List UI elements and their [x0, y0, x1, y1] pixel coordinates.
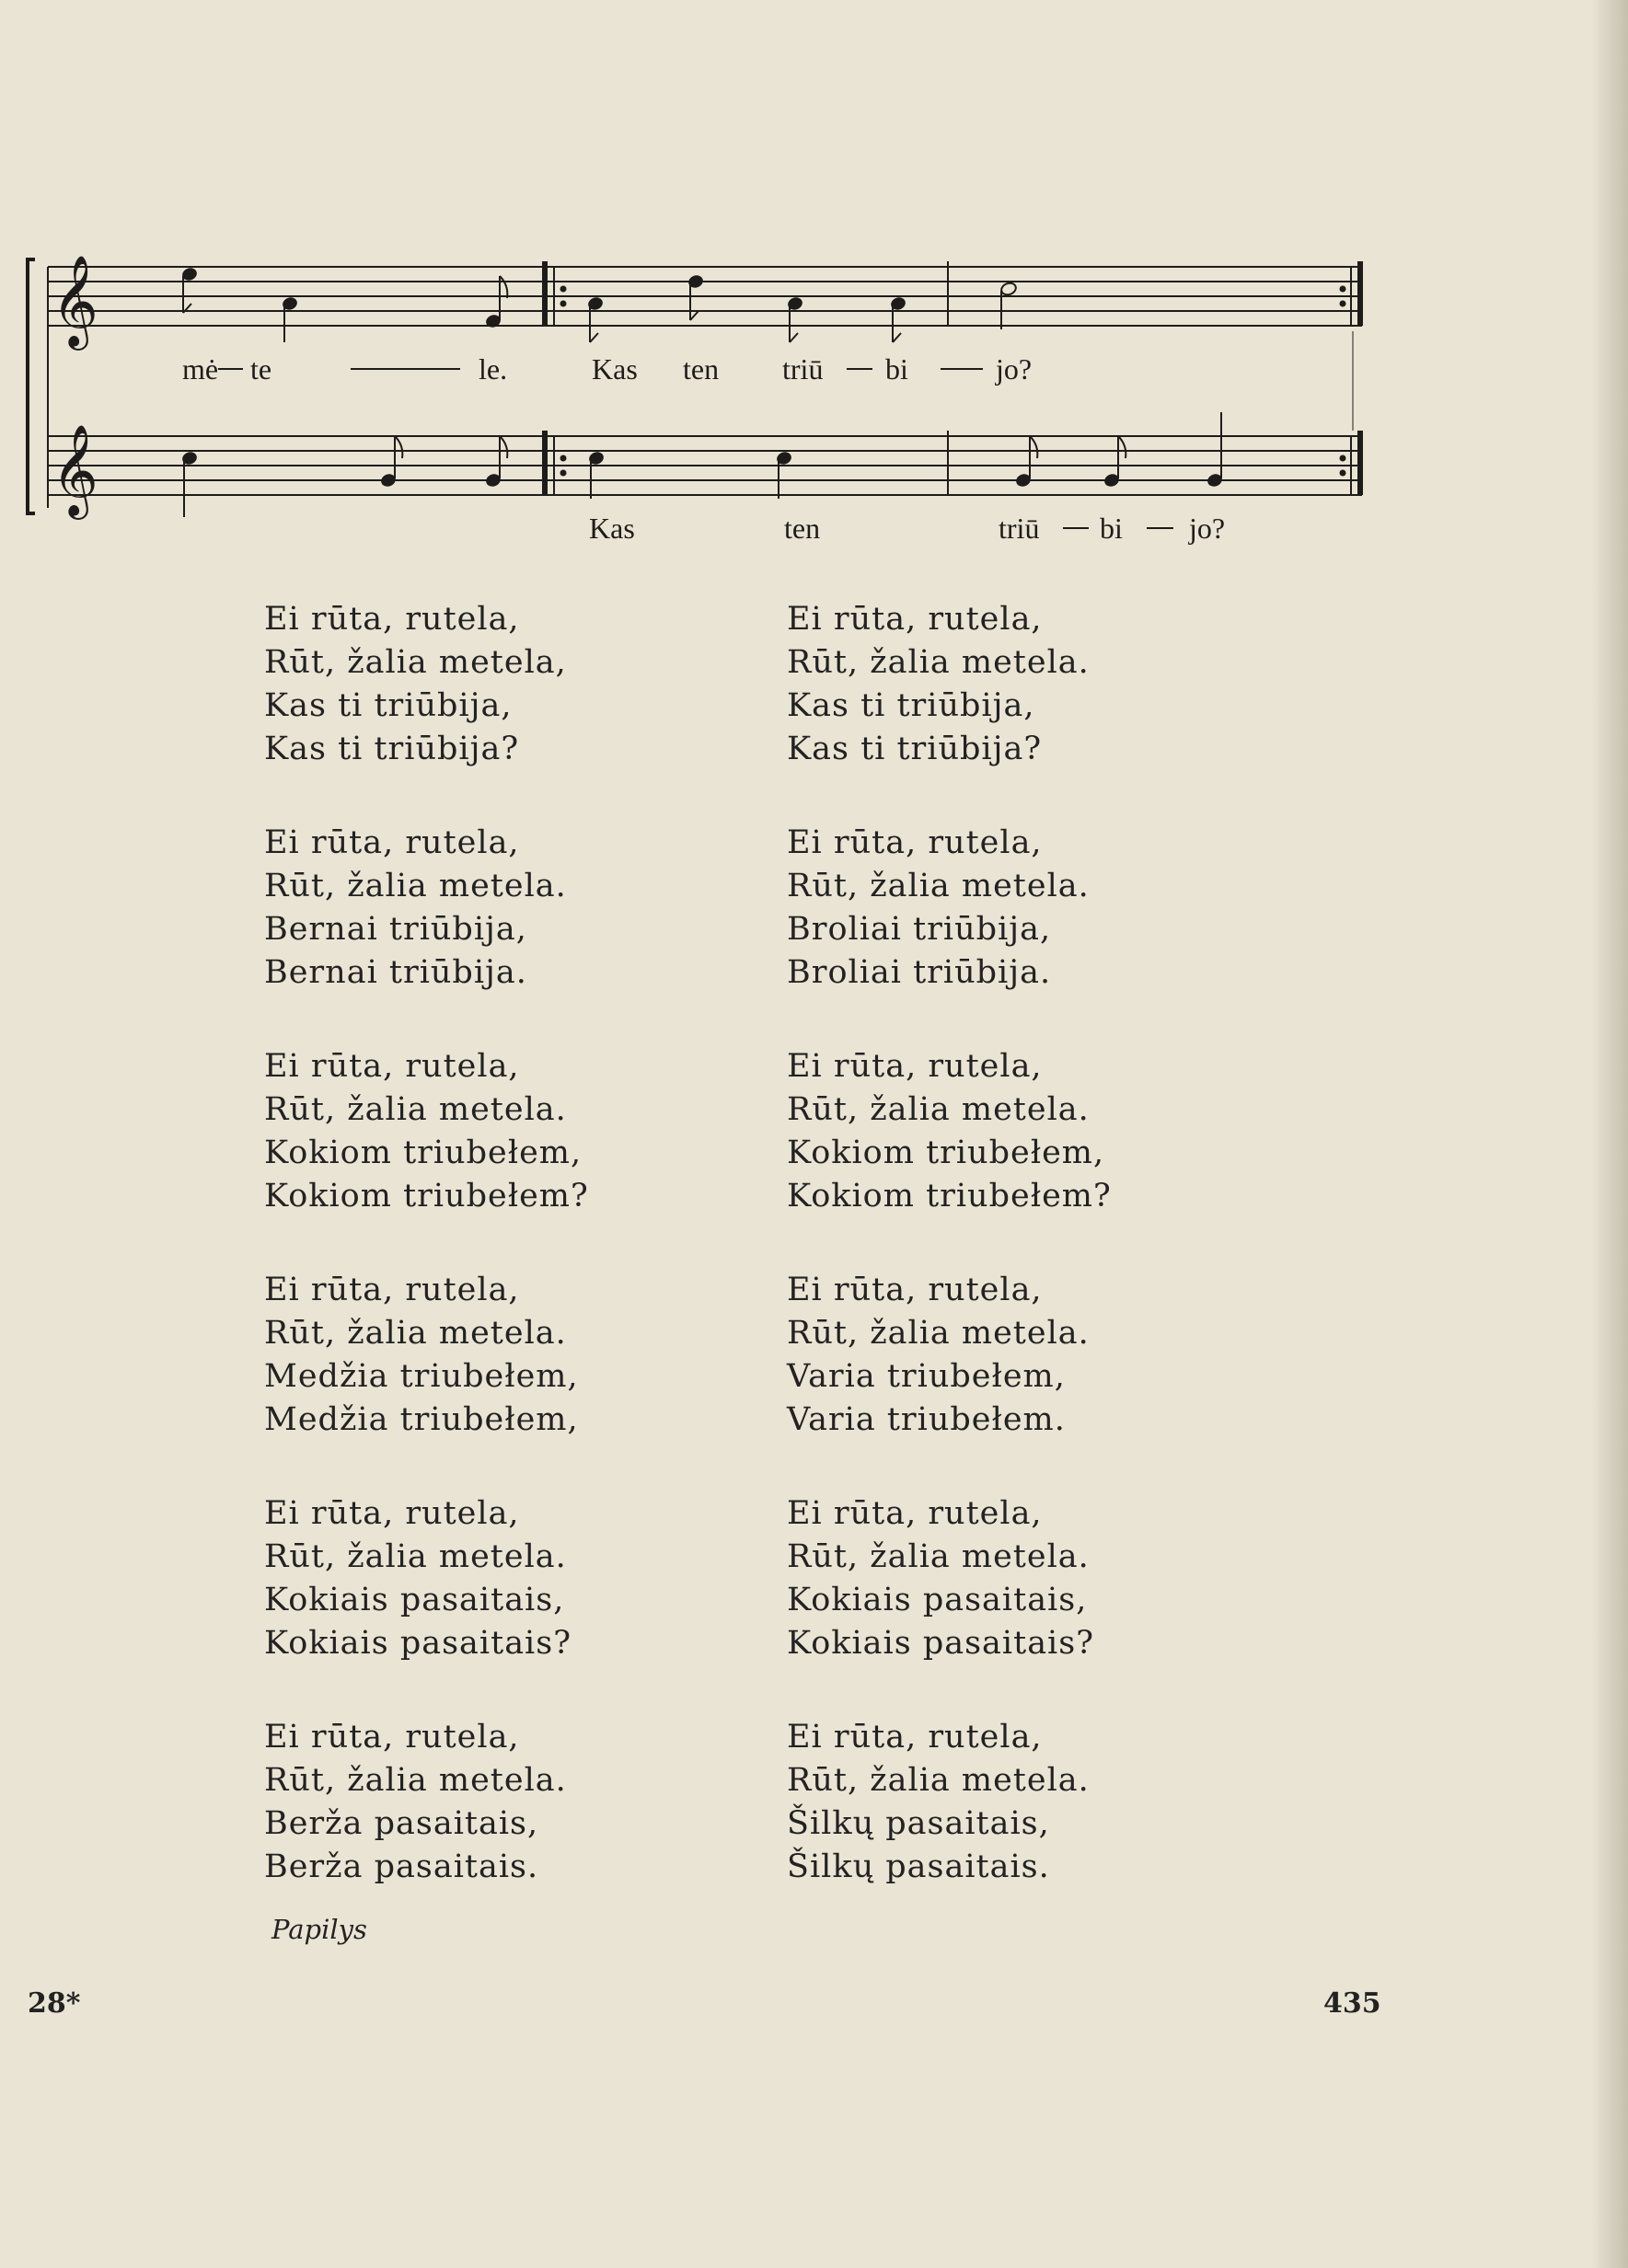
- verse-line: Rūt, žalia metela.: [264, 868, 567, 904]
- verse-line: Varia triubełem,: [787, 1358, 1066, 1395]
- stanza-left-5: [264, 1492, 572, 1665]
- music-score: [0, 0, 1628, 570]
- stanza-right-4: [787, 1269, 1090, 1442]
- verse-line: Kokiom triubełem?: [787, 1178, 1112, 1215]
- verse-line: Rūt, žalia metela.: [264, 1538, 567, 1575]
- verse-line: Rūt, žalia metela.: [787, 644, 1090, 681]
- verse-line: Rūt, žalia metela.: [787, 1762, 1090, 1799]
- verse-line: Medžia triubełem,: [264, 1358, 579, 1395]
- verse-line: Rūt, žalia metela.: [787, 1091, 1090, 1128]
- lyric-syllable: ten: [683, 352, 720, 386]
- stanza-right-5: [787, 1492, 1094, 1665]
- stanza-right-1: [787, 598, 1090, 771]
- verse-line: Berža pasaitais.: [264, 1848, 539, 1885]
- lyric-syllable: te: [250, 352, 272, 386]
- verse-line: Šilkų pasaitais,: [787, 1805, 1050, 1842]
- verse-line: Rūt, žalia metela,: [264, 644, 567, 681]
- lyric-syllable: Kas: [592, 352, 638, 386]
- treble-clef-lower: 𝄞: [52, 424, 98, 516]
- verse-line: Kokiais pasaitais?: [787, 1625, 1094, 1662]
- verse-line: Ei rūta, rutela,: [264, 1048, 520, 1085]
- verse-line: Kokiais pasaitais,: [264, 1582, 565, 1618]
- stanza-left-6: [264, 1716, 567, 1889]
- lower-staff: [48, 436, 1362, 495]
- verse-line: Rūt, žalia metela.: [787, 1538, 1090, 1575]
- lyric-syllable: le.: [479, 352, 508, 386]
- lyric-syllable: Kas: [589, 512, 635, 545]
- lyric-syllable: mė: [182, 352, 219, 386]
- verse-line: Ei rūta, rutela,: [787, 1719, 1043, 1756]
- verse-line: Broliai triūbija.: [787, 954, 1052, 991]
- stanza-right-3: [787, 1045, 1112, 1218]
- verse-line: Rūt, žalia metela.: [787, 1315, 1090, 1352]
- verse-line: Rūt, žalia metela.: [264, 1762, 567, 1799]
- verse-line: Ei rūta, rutela,: [264, 1272, 520, 1308]
- verse-line: Šilkų pasaitais.: [787, 1848, 1050, 1885]
- lyric-syllable: ten: [784, 512, 821, 545]
- upper-notes: [182, 267, 1018, 342]
- verse-line: Varia triubełem.: [787, 1401, 1066, 1438]
- page-number: 435: [1323, 1987, 1381, 2020]
- verse-line: Broliai triūbija,: [787, 911, 1052, 948]
- verse-line: Kokiom triubełem,: [264, 1134, 583, 1171]
- verse-line: Rūt, žalia metela.: [787, 868, 1090, 904]
- verse-line: Ei rūta, rutela,: [787, 1272, 1043, 1308]
- verse-line: Ei rūta, rutela,: [264, 601, 520, 638]
- stanza-left-2: [264, 822, 567, 995]
- lyric-syllable: jo?: [1189, 512, 1226, 545]
- lyric-syllable: triū: [782, 352, 824, 386]
- verse-line: Berža pasaitais,: [264, 1805, 539, 1842]
- stanza-right-2: [787, 822, 1090, 995]
- stanza-left-1: [264, 598, 567, 771]
- verse-line: Kas ti triūbija,: [264, 687, 513, 724]
- verse-line: Kokiom triubełem?: [264, 1178, 589, 1215]
- treble-clef-upper: 𝄞: [52, 255, 98, 347]
- verse-line: Rūt, žalia metela.: [264, 1315, 567, 1352]
- verse-line: Ei rūta, rutela,: [787, 601, 1043, 638]
- verse-line: Ei rūta, rutela,: [787, 1048, 1043, 1085]
- stanza-left-4: [264, 1269, 579, 1442]
- verse-line: Kas ti triūbija?: [264, 731, 520, 767]
- verse-line: Kokiais pasaitais?: [264, 1625, 572, 1662]
- signature-mark: 28*: [28, 1987, 81, 2020]
- stanza-left-3: [264, 1045, 589, 1218]
- verse-line: Kas ti triūbija?: [787, 731, 1043, 767]
- verse-line: Rūt, žalia metela.: [264, 1091, 567, 1128]
- verse-line: Ei rūta, rutela,: [264, 1719, 520, 1756]
- verse-line: Kas ti triūbija,: [787, 687, 1035, 724]
- verse-line: Kokiais pasaitais,: [787, 1582, 1088, 1618]
- verse-line: Medžia triubełem,: [264, 1401, 579, 1438]
- stanza-right-6: [787, 1716, 1090, 1889]
- place-of-origin: Papilys: [271, 1914, 367, 1945]
- verse-line: Ei rūta, rutela,: [787, 824, 1043, 861]
- lyric-syllable: bi: [1100, 512, 1123, 545]
- verse-line: Ei rūta, rutela,: [264, 824, 520, 861]
- verse-line: Ei rūta, rutela,: [787, 1495, 1043, 1532]
- upper-staff: [48, 267, 1362, 326]
- verse-line: Ei rūta, rutela,: [264, 1495, 520, 1532]
- lyric-syllable: bi: [885, 352, 908, 386]
- lyric-syllable: triū: [999, 512, 1040, 545]
- lyric-syllable: jo?: [996, 352, 1033, 386]
- verse-line: Bernai triūbija.: [264, 954, 527, 991]
- verse-line: Bernai triūbija,: [264, 911, 527, 948]
- verse-line: Kokiom triubełem,: [787, 1134, 1105, 1171]
